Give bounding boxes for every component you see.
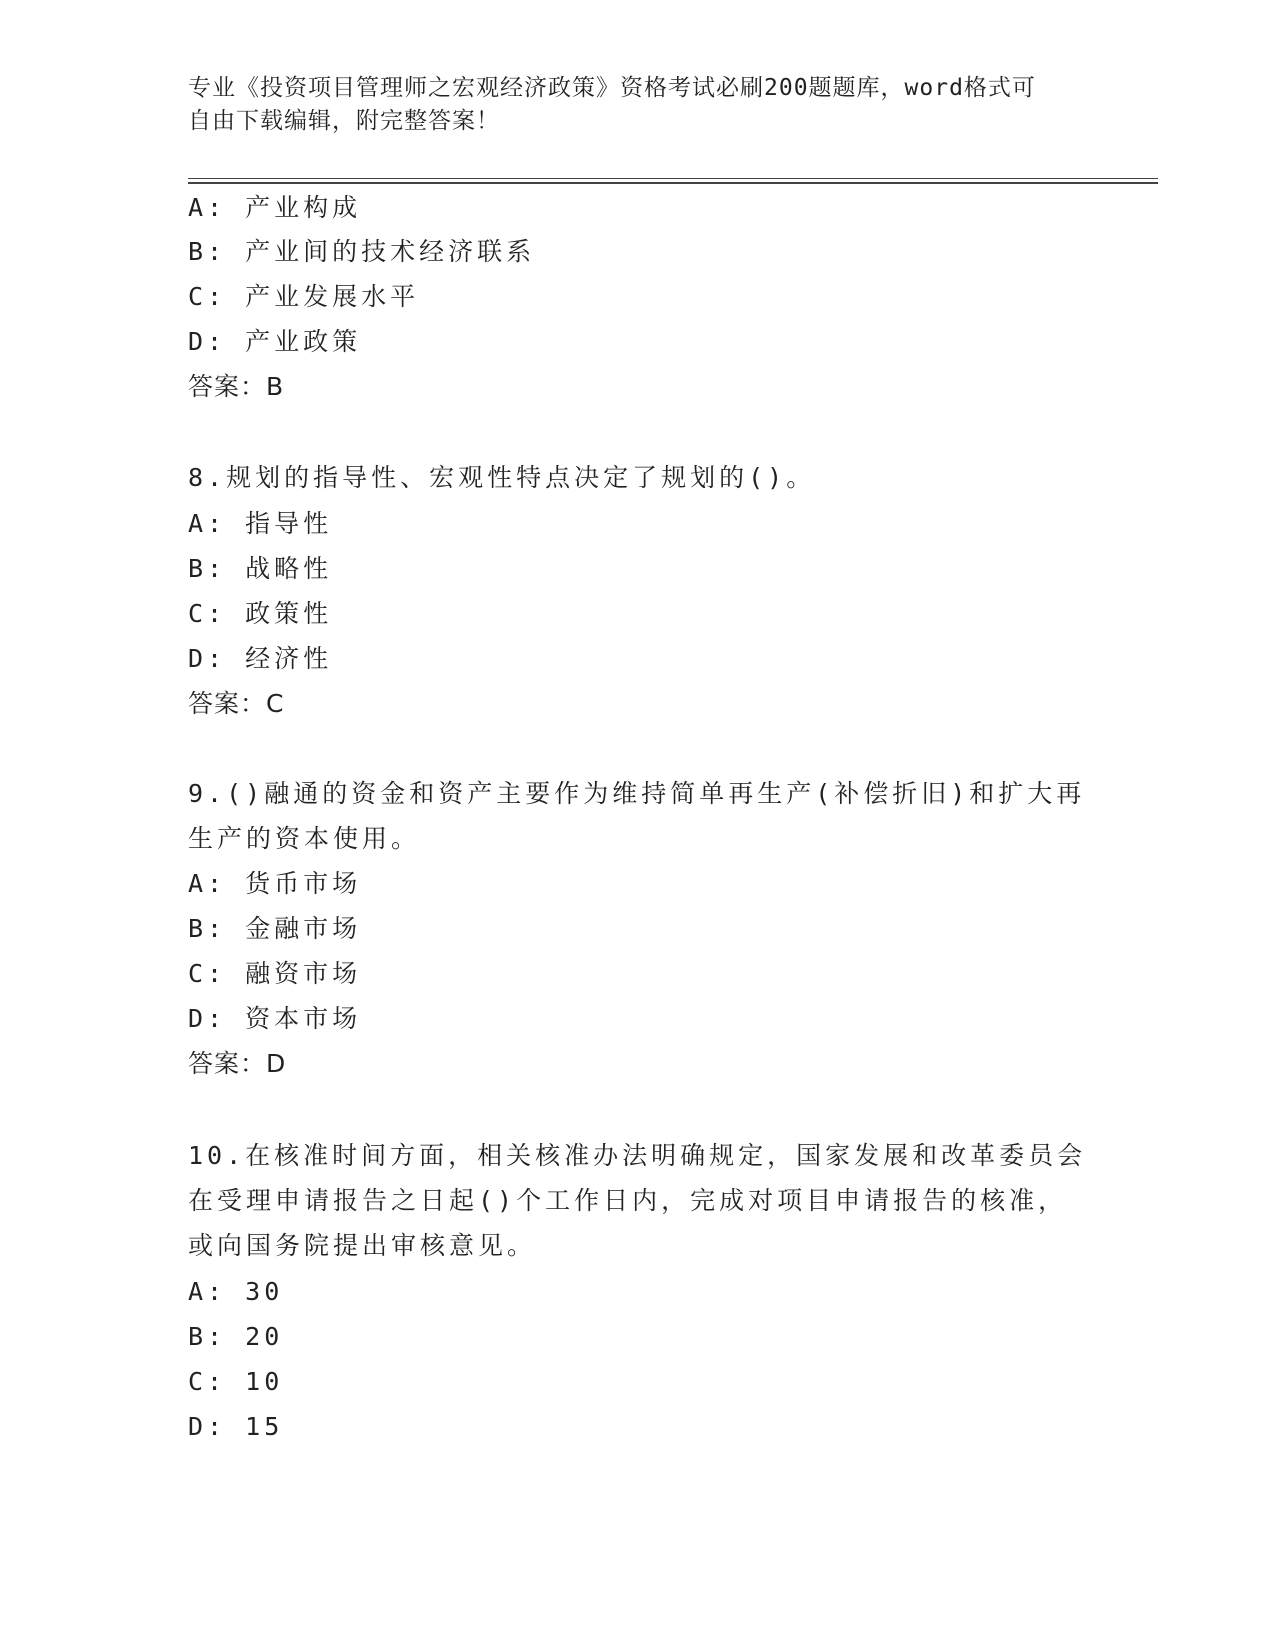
q8-answer: 答案：C <box>188 689 285 718</box>
q8-option-d: D: 经济性 <box>188 644 333 673</box>
q10-question-line-1: 10.在核准时间方面，相关核准办法明确规定，国家发展和改革委员会 <box>188 1141 1087 1170</box>
header-divider-thick <box>188 182 1158 184</box>
document-header <box>188 72 1068 138</box>
q9-option-d: D: 资本市场 <box>188 1004 362 1033</box>
q9-answer: 答案：D <box>188 1049 287 1078</box>
q8-option-c: C: 政策性 <box>188 599 333 628</box>
q8-option-a: A: 指导性 <box>188 509 333 538</box>
q10-question-line-3: 或向国务院提出审核意见。 <box>188 1231 537 1260</box>
q7-option-a: A: 产业构成 <box>188 193 362 222</box>
q9-question-line-2: 生产的资本使用。 <box>188 824 421 853</box>
q7-answer: 答案：B <box>188 372 285 401</box>
q7-option-d: D: 产业政策 <box>188 327 362 356</box>
q9-option-b: B: 金融市场 <box>188 914 362 943</box>
header-line-2: 自由下载编辑，附完整答案！ <box>188 108 500 134</box>
q9-question <box>188 778 1085 855</box>
header-divider-thin <box>188 178 1158 179</box>
q7-option-c: C: 产业发展水平 <box>188 282 420 311</box>
q7-option-b: B: 产业间的技术经济联系 <box>188 237 536 266</box>
q9-option-a: A: 货币市场 <box>188 869 362 898</box>
q10-option-b: B: 20 <box>188 1322 284 1351</box>
q10-option-a: A: 30 <box>188 1277 284 1306</box>
q10-question <box>188 1140 1086 1262</box>
q9-question-line-1: 9.()融通的资金和资产主要作为维持简单再生产(补偿折旧)和扩大再 <box>188 779 1086 808</box>
q10-option-c: C: 10 <box>188 1367 284 1396</box>
header-line-1: 专业《投资项目管理师之宏观经济政策》资格考试必刷200题题库，word格式可 <box>188 75 1036 101</box>
q8-option-b: B: 战略性 <box>188 554 333 583</box>
q8-question: 8.规划的指导性、宏观性特点决定了规划的()。 <box>188 463 816 492</box>
q10-question-line-2: 在受理申请报告之日起()个工作日内，完成对项目申请报告的核准， <box>188 1186 1068 1215</box>
q10-option-d: D: 15 <box>188 1412 284 1441</box>
q9-option-c: C: 融资市场 <box>188 959 362 988</box>
